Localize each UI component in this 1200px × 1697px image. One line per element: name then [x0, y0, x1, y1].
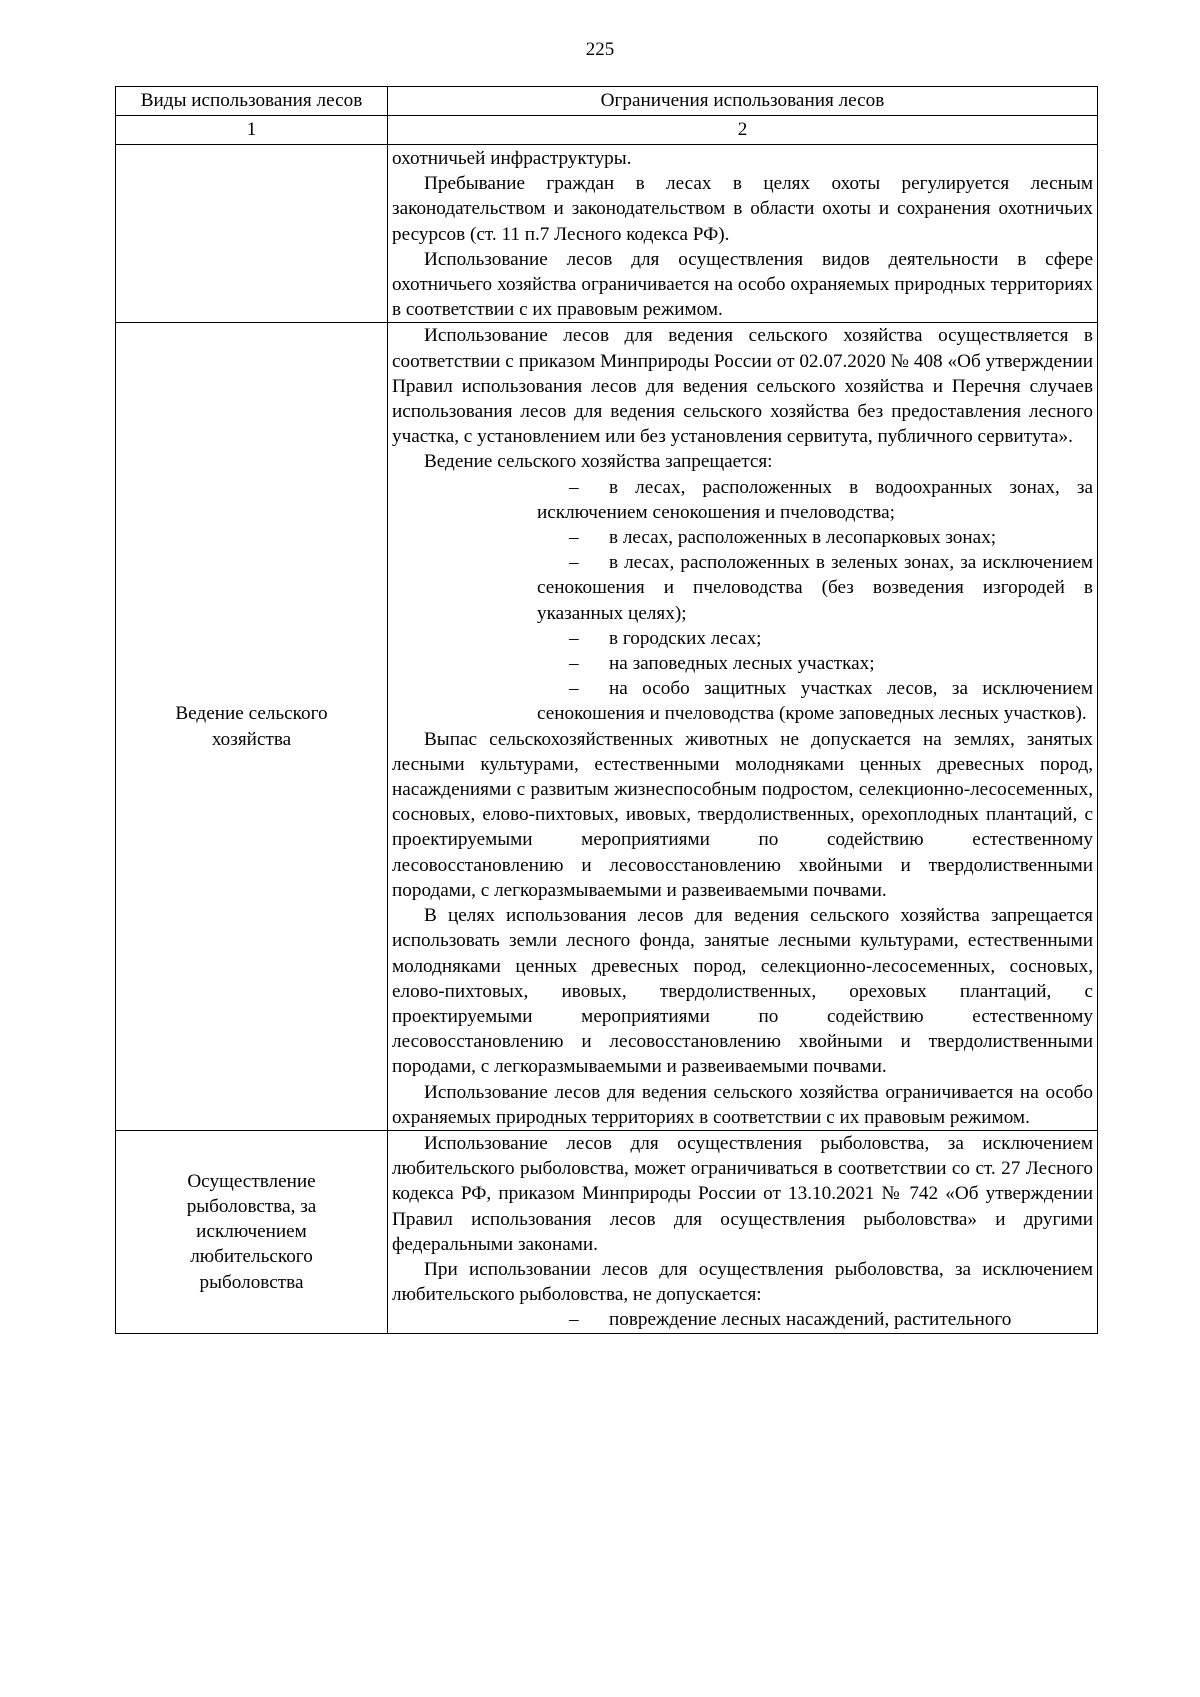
dash-item-text: в лесах, расположенных в лесопарковых зонах;: [609, 527, 997, 549]
paragraph: Выпас сельскохозяйственных животных не допускается на землях, занятых лесными культурами, естественными молодняками ценных древесных пород, насаждениями с развитым жизнеспособным подростом, селекционно-лесосеменных, сосновых, елово-пихтовых, ивовых, твердолиственных, орехоплодных плантаций, с проектируемыми мероприятиями по содействию естественному лесовосстановлению и лесовосстановлению хвойными и твердолиственными породами, с легкоразмываемыми и развеиваемыми почвами.: [392, 728, 1093, 901]
row-restrictions-cell: [388, 1130, 1098, 1333]
row-type-line: рыболовства: [199, 1271, 304, 1293]
page-number: 225: [585, 39, 615, 60]
row-restrictions-cell: [388, 145, 1098, 323]
row-type-cell: [116, 145, 388, 323]
row-type-cell: [116, 323, 388, 1131]
dash-item-text: повреждение лесных насаждений, растительного: [609, 1309, 1012, 1331]
dash-list-item: [537, 651, 1093, 676]
dash-marker: –: [569, 476, 579, 498]
row-restrictions-cell: [388, 323, 1098, 1131]
paragraph: охотничьей инфраструктуры.: [392, 148, 632, 169]
table-row: [116, 145, 1098, 323]
dash-item-text: на особо защитных участках лесов, за исключением сенокошения и пчеловодства (кроме заповедных лесных участков).: [537, 678, 1093, 725]
paragraph: Использование лесов для осуществления рыболовства, за исключением любительского рыболовства, может ограничиваться в соответствии со ст. 27 Лесного кодекса РФ, приказом Минприроды России от 13.10.2021 № 742 «Об утверждении Правил использования лесов для осуществления рыболовства» и другими федеральными законами.: [392, 1132, 1093, 1255]
paragraph: Использование лесов для осуществления видов деятельности в сфере охотничьего хозяйства ограничивается на особо охраняемых природных территориях в соответствии с их правовым режимом.: [392, 248, 1093, 321]
dash-marker: –: [569, 627, 579, 649]
paragraph: Ведение сельского хозяйства запрещается:: [424, 451, 773, 473]
row-type-cell: [116, 1130, 388, 1333]
paragraph: При использовании лесов для осуществления рыболовства, за исключением любительского рыболовства, не допускается:: [392, 1258, 1093, 1306]
dash-item-text: в лесах, расположенных в зеленых зонах, за исключением сенокошения и пчеловодства (без возведения изгородей в указанных целях);: [537, 552, 1093, 624]
row-type-line: исключением: [196, 1221, 307, 1243]
dash-marker: –: [569, 1309, 579, 1331]
dash-list-item: [537, 1307, 1093, 1332]
row-type-line: любительского: [190, 1246, 313, 1268]
dash-marker: –: [569, 552, 579, 574]
dash-item-text: в лесах, расположенных в водоохранных зонах, за исключением сенокошения и пчеловодства;: [537, 476, 1093, 523]
dash-item-text: на заповедных лесных участках;: [609, 653, 875, 675]
dash-list-item: [537, 475, 1093, 525]
dash-list-item: [537, 676, 1093, 726]
row-type-line: Осуществление: [187, 1170, 316, 1192]
dash-item-text: в городских лесах;: [609, 627, 762, 649]
header-num2: 2: [388, 116, 1098, 145]
header-num1: 1: [116, 116, 388, 145]
table-header-row: [116, 87, 1098, 116]
paragraph: Использование лесов для ведения сельского хозяйства осуществляется в соответствии с приказом Минприроды России от 02.07.2020 № 408 «Об утверждении Правил использования лесов для ведения сельского хозяйства и Перечня случаев использования лесов для ведения сельского хозяйства без предоставления лесного участка, с установлением или без установления сервитута, публичного сервитута».: [392, 325, 1093, 448]
table-row: [116, 323, 1098, 1131]
dash-marker: –: [569, 653, 579, 675]
header-col2: Ограничения использования лесов: [388, 87, 1098, 116]
row-type-line: Ведение сельского: [175, 703, 328, 725]
table-row: [116, 1130, 1098, 1333]
dash-marker: –: [569, 678, 579, 700]
paragraph: Пребывание граждан в лесах в целях охоты регулируется лесным законодательством и законодательством в области охоты и сохранения охотничьих ресурсов (ст. 11 п.7 Лесного кодекса РФ).: [392, 173, 1093, 245]
forest-use-restrictions-table: [115, 86, 1098, 1334]
dash-list-item: [537, 550, 1093, 626]
table-number-row: [116, 116, 1098, 145]
dash-list-item: [537, 626, 1093, 651]
dash-marker: –: [569, 527, 579, 549]
row-type-line: рыболовства, за: [186, 1195, 317, 1217]
header-col1: Виды использования лесов: [116, 87, 388, 116]
paragraph: Использование лесов для ведения сельского хозяйства ограничивается на особо охраняемых природных территориях в соответствии с их правовым режимом.: [392, 1081, 1093, 1128]
row-type-line: хозяйства: [211, 728, 292, 750]
paragraph: В целях использования лесов для ведения сельского хозяйства запрещается использовать земли лесного фонда, занятые лесными культурами, естественными молодняками ценных древесных пород, селекционно-лесосеменных, сосновых, елово-пихтовых, ивовых, твердолиственных, ореховых плантаций, с проектируемыми мероприятиями по содействию естественному лесовосстановлению и лесовосстановлению хвойными и твердолиственными породами, с легкоразмываемыми и развеиваемыми почвами.: [392, 905, 1093, 1078]
dash-list-item: [537, 525, 1093, 550]
